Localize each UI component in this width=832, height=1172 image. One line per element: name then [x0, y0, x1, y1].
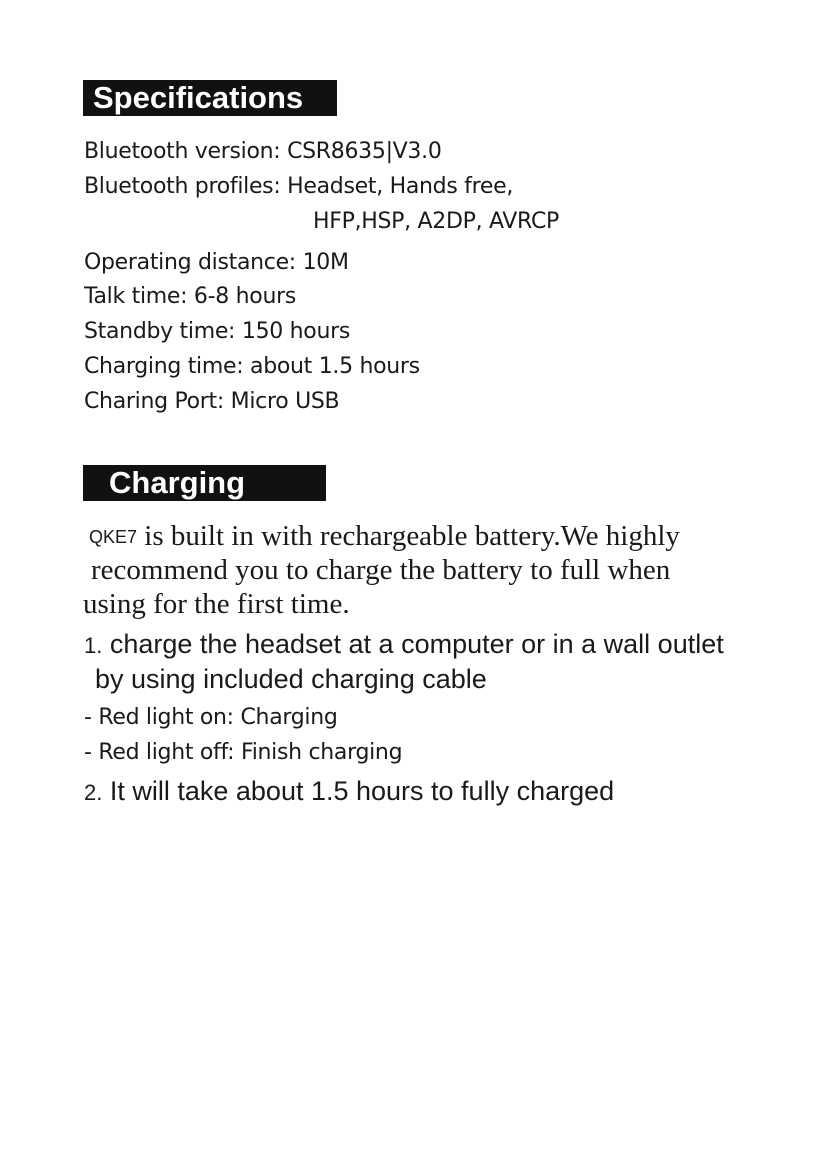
- indicator-red-light-off: - Red light off: Finish charging: [84, 740, 403, 765]
- indicator-red-light-on: - Red light on: Charging: [84, 705, 338, 730]
- spec-charging-time: Charging time: about 1.5 hours: [84, 354, 420, 379]
- specifications-heading: Specifications: [83, 80, 337, 116]
- step-2: [84, 774, 614, 810]
- spec-operating-distance: Operating distance: 10M: [84, 250, 349, 275]
- charging-intro-line-1-text: is built in with rechargeable battery.We highly: [137, 520, 680, 552]
- spec-bluetooth-version: Bluetooth version: CSR8635|V3.0: [84, 139, 442, 164]
- step-2-text: It will take about 1.5 hours to fully charged: [102, 776, 615, 806]
- charging-intro-line-3: using for the first time.: [83, 588, 350, 620]
- spec-bluetooth-profiles: Bluetooth profiles: Headset, Hands free,: [84, 174, 514, 199]
- step-1-line-1: [84, 627, 724, 663]
- spec-talk-time: Talk time: 6-8 hours: [84, 284, 297, 309]
- step-1-number: 1.: [84, 633, 103, 658]
- charging-intro-line-1: [89, 519, 680, 554]
- charging-intro-line-2: recommend you to charge the battery to full when: [91, 554, 671, 586]
- step-2-number: 2.: [84, 780, 103, 805]
- step-1-text: charge the headset at a computer or in a wall outlet: [102, 629, 724, 659]
- charging-heading: Charging: [83, 465, 326, 501]
- spec-charging-port: Charing Port: Micro USB: [84, 389, 340, 414]
- spec-standby-time: Standby time: 150 hours: [84, 319, 351, 344]
- step-1-line-2: by using included charging cable: [95, 664, 487, 694]
- spec-bluetooth-profiles-continued: HFP,HSP, A2DP, AVRCP: [313, 209, 559, 234]
- model-name: QKE7: [89, 527, 138, 547]
